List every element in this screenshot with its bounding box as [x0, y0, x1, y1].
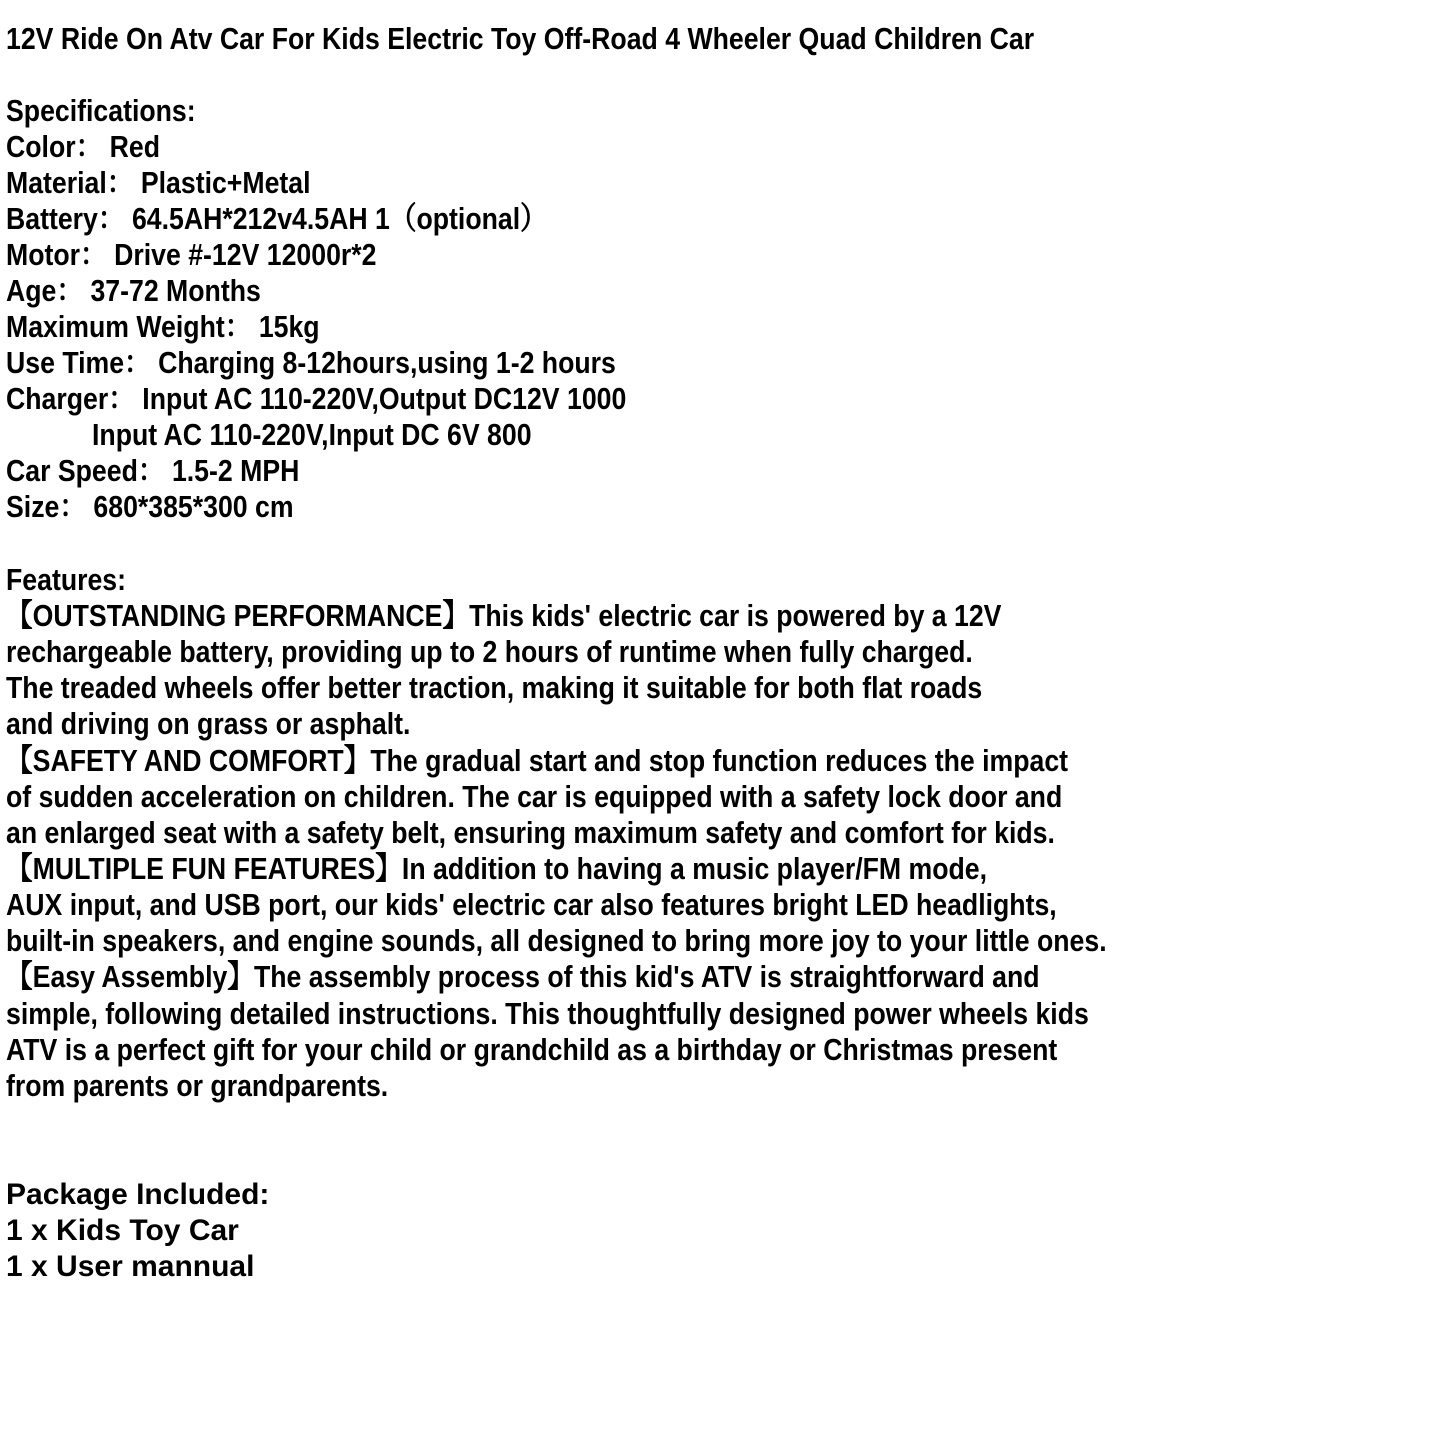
spec-material — [6, 165, 311, 201]
feature-line: AUX input, and USB port, our kids' electric car also features bright LED headlights, — [6, 887, 1057, 922]
specifications-heading: Specifications: — [6, 93, 196, 128]
feature-line: The treaded wheels offer better traction, making it suitable for both flat roads — [6, 670, 983, 705]
spec-label: Color： — [6, 129, 103, 164]
spec-age — [6, 273, 261, 309]
spec-charger-secondary — [92, 417, 532, 453]
spec-value: Charging 8-12hours,using 1-2 hours — [158, 345, 616, 380]
feature-line: an enlarged seat with a safety belt, ensuring maximum safety and comfort for kids. — [6, 815, 1055, 850]
package-item: 1 x User mannual — [6, 1250, 255, 1283]
spec-battery — [6, 201, 547, 237]
feature-line: and driving on grass or asphalt. — [6, 706, 411, 741]
spec-value: 680*385*300 cm — [93, 489, 294, 524]
product-title: 12V Ride On Atv Car For Kids Electric Toy Off-Road 4 Wheeler Quad Children Car — [6, 21, 1035, 56]
feature-line: simple, following detailed instructions. This thoughtfully designed power wheels kids — [6, 996, 1089, 1031]
feature-line: 【Easy Assembly】The assembly process of this kid's ATV is straightforward and — [6, 959, 1040, 994]
spec-charger — [6, 381, 626, 417]
spec-value: 15kg — [258, 309, 320, 344]
spec-value: Input AC 110-220V,Output DC12V 1000 — [142, 381, 627, 416]
spec-value: 1.5-2 MPH — [171, 453, 300, 488]
spec-color — [6, 129, 160, 165]
spec-size — [6, 489, 294, 525]
spec-maximum-weight — [6, 309, 320, 345]
spec-label: Maximum Weight： — [6, 309, 252, 344]
spec-value: Input AC 110-220V,Input DC 6V 800 — [92, 417, 532, 452]
features-heading: Features: — [6, 562, 127, 597]
spec-use-time — [6, 345, 616, 381]
spec-value: Drive #-12V 12000r*2 — [114, 237, 377, 272]
spec-label: Charger： — [6, 381, 135, 416]
spec-label: Battery： — [6, 201, 125, 236]
feature-line: 【MULTIPLE FUN FEATURES】In addition to having a music player/FM mode, — [6, 851, 988, 886]
package-heading: Package Included: — [6, 1178, 270, 1211]
feature-line: ATV is a perfect gift for your child or grandchild as a birthday or Christmas present — [6, 1032, 1058, 1067]
spec-label: Use Time： — [6, 345, 151, 380]
spec-label: Size： — [6, 489, 87, 524]
spec-label: Age： — [6, 273, 84, 308]
spec-motor — [6, 237, 376, 273]
spec-value: Plastic+Metal — [140, 165, 311, 200]
spec-value: 37-72 Months — [90, 273, 261, 308]
feature-line: rechargeable battery, providing up to 2 hours of runtime when fully charged. — [6, 634, 973, 669]
spec-car-speed — [6, 453, 299, 489]
package-item: 1 x Kids Toy Car — [6, 1214, 239, 1247]
feature-line: built-in speakers, and engine sounds, all designed to bring more joy to your little ones. — [6, 923, 1107, 958]
spec-value: Red — [109, 129, 161, 164]
spec-value: 64.5AH*212v4.5AH 1（optional） — [131, 201, 547, 236]
spec-label: Material： — [6, 165, 134, 200]
feature-line: 【SAFETY AND COMFORT】The gradual start and stop function reduces the impact — [6, 743, 1069, 778]
feature-line: from parents or grandparents. — [6, 1068, 389, 1103]
feature-line: of sudden acceleration on children. The car is equipped with a safety lock door and — [6, 779, 1063, 814]
feature-line: 【OUTSTANDING PERFORMANCE】This kids' electric car is powered by a 12V — [6, 598, 1002, 633]
spec-label: Motor： — [6, 237, 107, 272]
spec-label: Car Speed： — [6, 453, 165, 488]
